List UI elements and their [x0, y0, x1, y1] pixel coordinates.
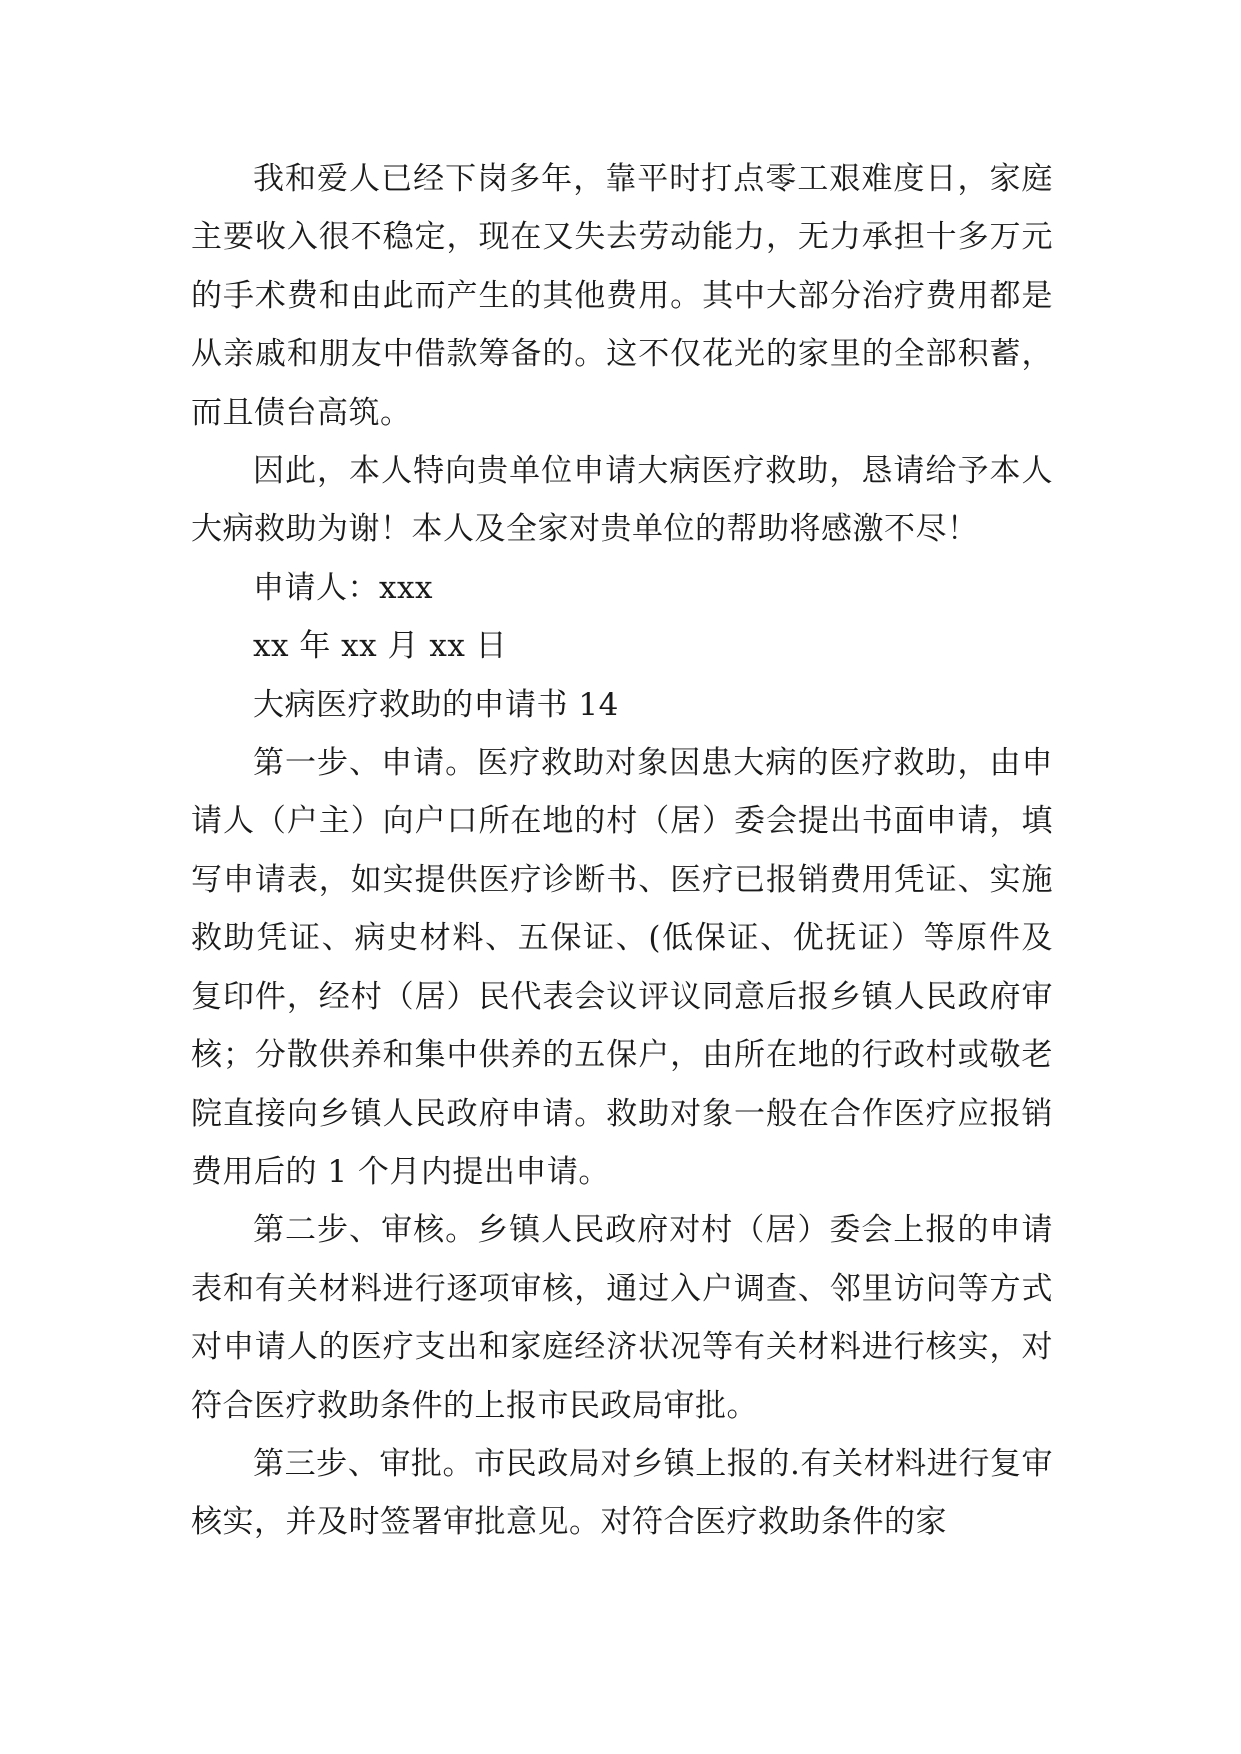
paragraph-step-two: 第二步、审核。乡镇人民政府对村（居）委会上报的申请表和有关材料进行逐项审核，通过入户调查、邻里访问等方式对申请人的医疗支出和家庭经济状况等有关材料进行核实，对符合医疗救助条件的上报市民政局审批。 — [191, 1212, 1053, 1424]
paragraph-step-three: 第三步、审批。市民政局对乡镇上报的.有关材料进行复审核实，并及时签署审批意见。对符合医疗救助条件的家 — [191, 1445, 1053, 1541]
application-date: xx 年 xx 月 xx 日 — [253, 628, 508, 665]
paragraph-request: 因此，本人特向贵单位申请大病医疗救助，恳请给予本人大病救助为谢！本人及全家对贵单位的帮助将感激不尽！ — [191, 453, 1053, 548]
applicant-signature: 申请人：xxx — [253, 569, 433, 606]
section-title: 大病医疗救助的申请书 14 — [253, 686, 619, 723]
document-body — [191, 150, 1053, 1552]
paragraph-step-one: 第一步、申请。医疗救助对象因患大病的医疗救助，由申请人（户主）向户口所在地的村（居）委会提出书面申请，填写申请表，如实提供医疗诊断书、医疗已报销费用凭证、实施救助凭证、病史材料、五保证、(低保证、优抚证）等原件及复印件，经村（居）民代表会议评议同意后报乡镇人民政府审核；分散供养和集中供养的五保户，由所在地的行政村或敬老院直接向乡镇人民政府申请。救助对象一般在合作医疗应报销费用后的 1 个月内提出申请。 — [191, 745, 1053, 1190]
paragraph-family-hardship: 我和爱人已经下岗多年，靠平时打点零工艰难度日，家庭主要收入很不稳定，现在又失去劳动能力，无力承担十多万元的手术费和由此而产生的其他费用。其中大部分治疗费用都是从亲戚和朋友中借款筹备的。这不仅花光的家里的全部积蓄，而且债台高筑。 — [191, 161, 1053, 431]
